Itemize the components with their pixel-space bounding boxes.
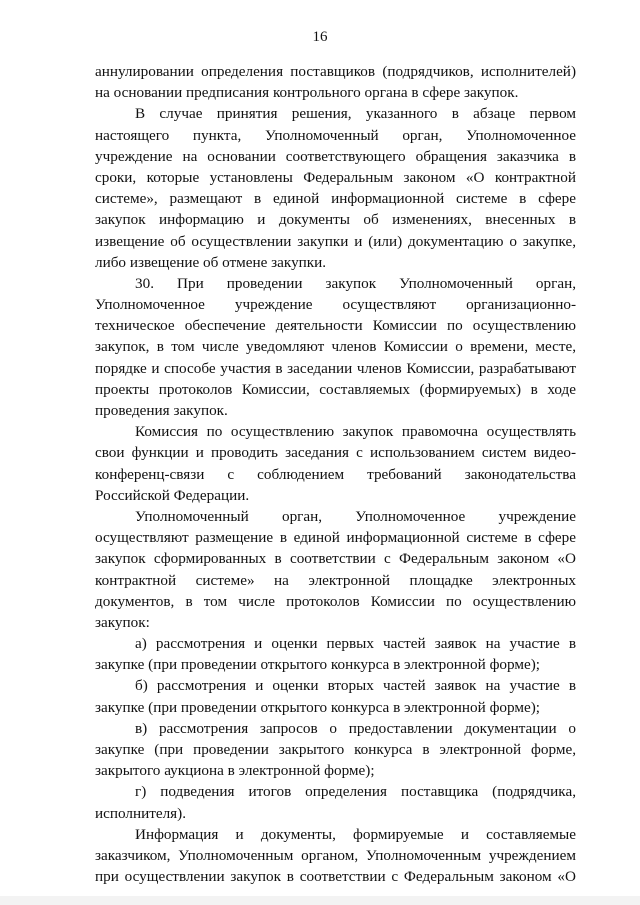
text-line: заказчиком, Уполномоченным органом, Уполномоченным учреждением <box>95 846 576 864</box>
text-line: г) подведения итогов определения поставщика (подрядчика, <box>135 783 576 801</box>
text-line: при осуществлении закупок в соответствии с Федеральным законом «О <box>95 868 576 886</box>
text-line: системе», размещают в единой информационной системе в сфере <box>95 190 576 208</box>
scan-edge <box>0 896 640 905</box>
text-line: закрытого аукциона в электронной форме); <box>95 762 375 780</box>
text-line: свои функции и проводить заседания с использованием систем видео- <box>95 444 576 462</box>
text-line: учреждение на основании соответствующего обращения заказчика в <box>95 147 576 165</box>
text-line: сроки, которые установлены Федеральным законом «О контрактной <box>95 168 576 186</box>
text-line: Комиссия по осуществлению закупок правомочна осуществлять <box>135 423 576 441</box>
text-line: б) рассмотрения и оценки вторых частей заявок на участие в <box>135 677 576 695</box>
text-line: документов, в том числе протоколов Комиссии по осуществлению <box>95 592 576 610</box>
page-number: 16 <box>312 29 328 45</box>
text-line: аннулировании определения поставщиков (подрядчиков, исполнителей) <box>95 63 576 80</box>
text-line: Уполномоченный орган, Уполномоченное учреждение <box>135 507 576 525</box>
text-line: 30. При проведении закупок Уполномоченный орган, <box>135 274 576 292</box>
text-line: закупок: <box>95 613 150 631</box>
text-line: закупке (при проведении открытого конкурса в электронной форме); <box>95 656 540 674</box>
text-line: Информация и документы, формируемые и составляемые <box>135 825 576 843</box>
text-line: на основании предписания контрольного органа в сфере закупок. <box>95 84 519 102</box>
text-line: Уполномоченное учреждение осуществляют организационно- <box>95 296 576 314</box>
text-line: контрактной системе» на электронной площадке электронных <box>95 571 576 589</box>
text-line: конференц-связи с соблюдением требований законодательства <box>95 465 576 483</box>
text-line: в) рассмотрения запросов о предоставлении документации о <box>135 719 576 737</box>
text-line: порядке и способе участия в заседании членов Комиссии, разрабатывают <box>95 359 576 377</box>
text-line: осуществляют размещение в единой информационной системе в сфере <box>95 529 576 547</box>
text-line: В случае принятия решения, указанного в абзаце первом <box>135 105 576 123</box>
text-line: а) рассмотрения и оценки первых частей заявок на участие в <box>135 635 576 653</box>
document-text <box>95 61 576 887</box>
text-line: либо извещение об отмене закупки. <box>95 253 327 271</box>
text-line: извещение об осуществлении закупки и (или) документацию о закупке, <box>95 232 576 250</box>
text-line: исполнителя). <box>95 804 187 822</box>
text-line: закупке (при проведении закрытого конкурса в электронной форме, <box>95 741 576 758</box>
text-line: Российской Федерации. <box>95 486 250 504</box>
text-line: закупок информацию и документы об изменениях, внесенных в <box>95 211 576 229</box>
text-line: закупок, в том числе уведомляют членов Комиссии о времени, месте, <box>95 338 576 356</box>
text-line: проекты протоколов Комиссии, составляемых (формируемых) в ходе <box>95 380 576 398</box>
text-line: техническое обеспечение деятельности Комиссии по осуществлению <box>95 317 576 335</box>
text-line: закупке (при проведении открытого конкурса в электронной форме); <box>95 698 540 716</box>
text-line: закупок сформированных в соответствии с Федеральным законом «О <box>95 550 576 568</box>
text-line: проведения закупок. <box>95 402 228 419</box>
text-line: настоящего пункта, Уполномоченный орган, Уполномоченное <box>95 126 576 144</box>
